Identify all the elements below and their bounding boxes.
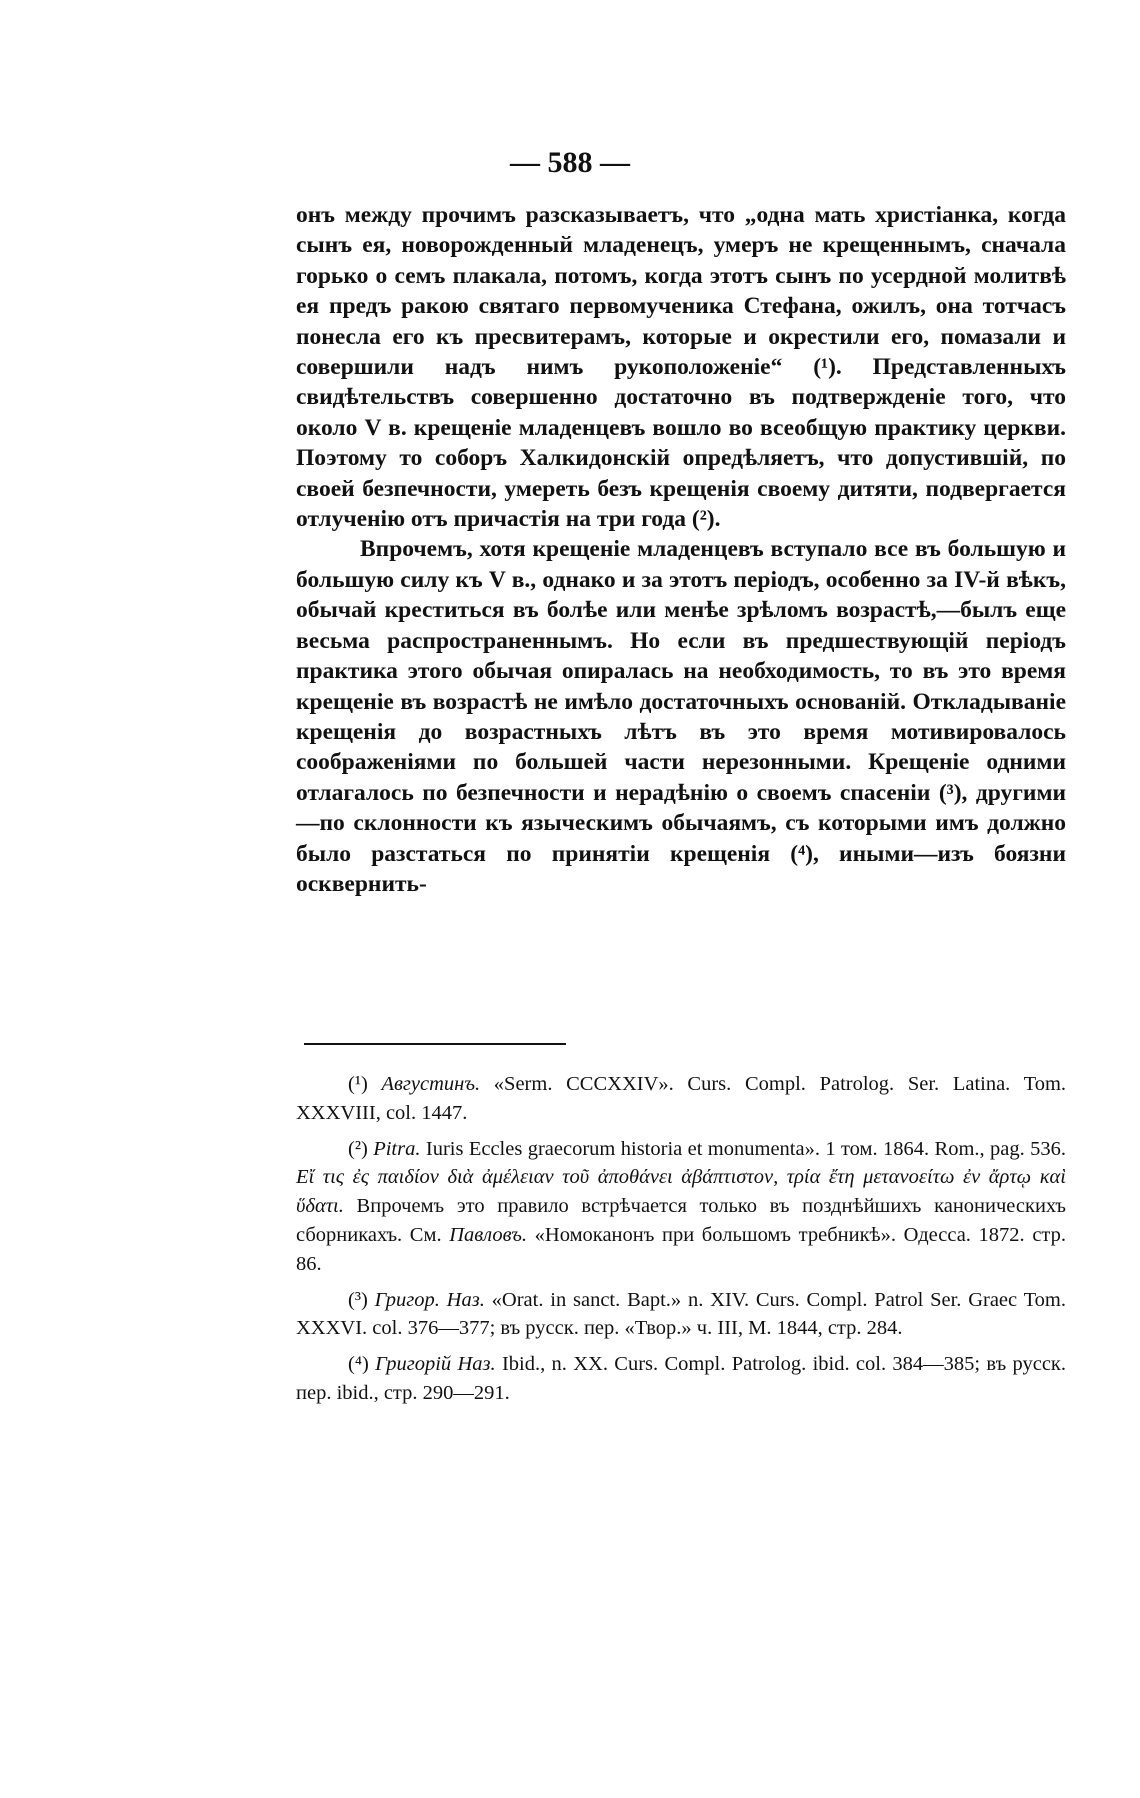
- footnote-author: Pitra.: [373, 1137, 421, 1160]
- footnote-author: Григор. Наз.: [374, 1288, 485, 1311]
- footnote-text: «Serm. CCCXXIV». Curs. Compl. Patrolog. Ser. Latina. Tom. XXXVIII, col. 1447.: [296, 1073, 1067, 1124]
- paragraph: Впрочемъ, хотя крещеніе младенцевъ вступало все въ большую и большую силу къ V в., однако и за этотъ періодъ, особенно за IV-й вѣкъ, обычай креститься въ болѣе или менѣе зрѣломъ возрастѣ,—былъ еще весьма распространеннымъ. Но если въ предшествующій періодъ практика этого обычая опиралась на необходимость, то въ это время крещеніе въ возрастѣ не имѣло достаточныхъ основаній. Откладываніе крещенія до возрастныхъ лѣтъ въ это время мотивировалось соображеніями по большей части нерезонными. Крещеніе одними отлагалось по безпечности и нерадѣнію о своемъ спасеніи (³), другими—по склонности къ языческимъ обычаямъ, съ которыми имъ должно было разстаться по принятіи крещенія (⁴), иными—изъ боязни осквернить-: [296, 536, 1066, 897]
- footnote: [296, 1350, 1066, 1408]
- footnote-text: Iuris Eccles graecorum historia et monumenta». 1 том. 1864. Rom., pag. 536.: [425, 1137, 1067, 1160]
- footnote-text: «Номоканонъ при большомъ требникѣ». Одесса. 1872. стр. 86.: [296, 1223, 1067, 1275]
- footnote-author: Григорій Наз.: [375, 1353, 496, 1376]
- footnote-author: Павловъ.: [449, 1223, 528, 1246]
- footnote: [296, 1070, 1066, 1128]
- footnote-mark: (⁴): [348, 1353, 369, 1376]
- footnote-divider: [304, 1043, 566, 1045]
- footnote-text: Впрочемъ это правило встрѣчается только въ позднѣйшихъ каноническихъ сборникахъ. См.: [296, 1195, 1066, 1246]
- footnote: [296, 1286, 1066, 1344]
- paragraph: онъ между прочимъ разсказываетъ, что „одна мать христіанка, когда сынъ ея, новорожденный младенецъ, умеръ не крещеннымъ, сначала горько о семъ плакала, потомъ, когда этотъ сынъ по усердной молитвѣ ея предъ ракою святаго первомученика Стефана, ожилъ, она тотчасъ понесла его къ пресвитерамъ, которые и окрестили его, помазали и совершили надъ нимъ рукоположеніе“ (¹). Представленныхъ свидѣтельствъ совершенно достаточно въ подтвержденіе того, что около V в. крещеніе младенцевъ вошло во всеобщую практику церкви. Поэтому то соборъ Халкидонскій опредѣляетъ, что допустившій, по своей безпечности, умереть безъ крещенія своему дитяти, подвергается отлученію отъ причастія на три года (²).: [296, 202, 1066, 533]
- footnote-author: Августинъ.: [381, 1073, 481, 1095]
- footnote: [296, 1135, 1066, 1279]
- footnote-greek-quote: Εἴ τις ἐς παιδίον διὰ ἀμέλειαν τοῦ ἀποθάνει ἀβάπτιστον, τρία ἔτη μετανοείτω ἐν ἄρτῳ καὶ ὕδατι.: [296, 1166, 1066, 1218]
- footnote-mark: (³): [348, 1288, 368, 1311]
- page-number: — 588 —: [510, 146, 630, 179]
- footnotes: [296, 1070, 1066, 1415]
- footnote-mark: (²): [348, 1137, 368, 1160]
- footnote-mark: (¹): [348, 1073, 368, 1095]
- footnote-text: Ibid., n. XX. Curs. Compl. Patrolog. ibid. col. 384—385; въ русск. пер. ibid., стр. 290—291.: [296, 1353, 1066, 1404]
- main-text: [296, 200, 1066, 899]
- footnote-text: «Orat. in sanct. Bapt.» n. XIV. Curs. Compl. Patrol Ser. Graec Tom. XXXVI. col. 376—377; въ русск. пер. «Твор.» ч. III, М. 1844, стр. 284.: [296, 1288, 1066, 1340]
